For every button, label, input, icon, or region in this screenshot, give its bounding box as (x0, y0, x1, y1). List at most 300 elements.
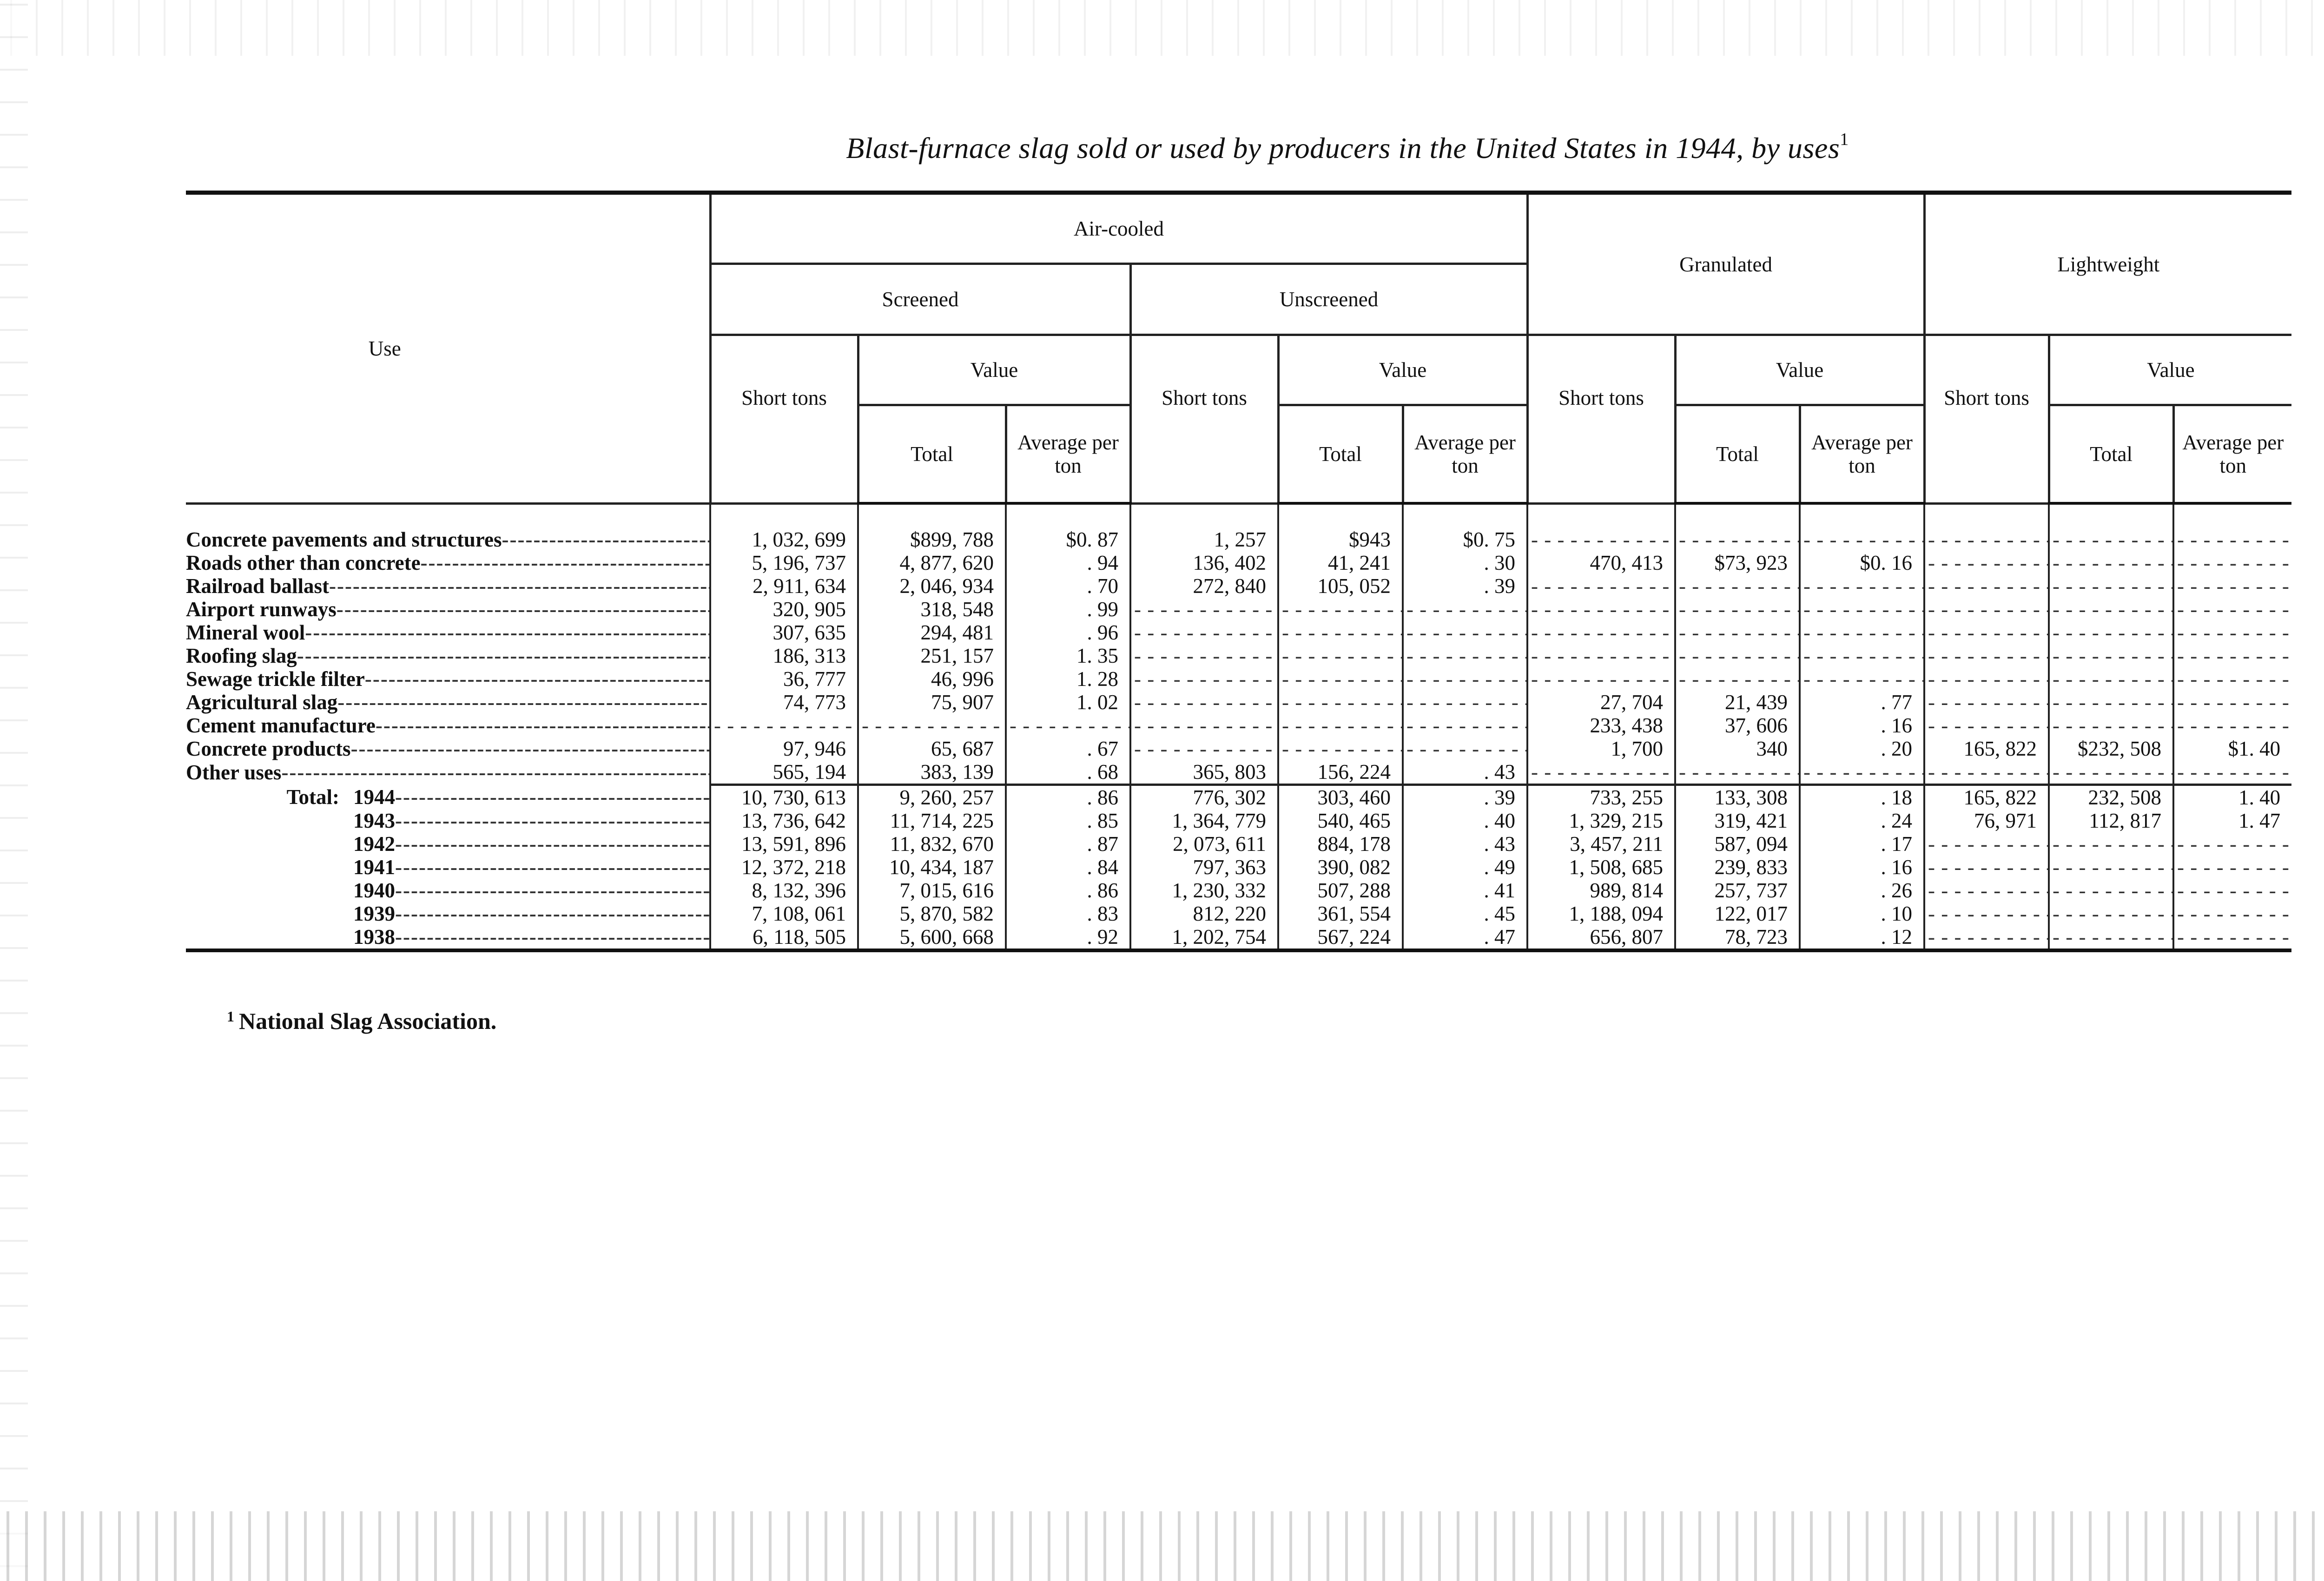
header-lightweight-total: Total (2049, 405, 2173, 504)
empty-cell (1130, 714, 1278, 737)
data-cell: 2, 046, 934 (858, 574, 1006, 598)
data-cell: 12, 372, 218 (710, 856, 858, 879)
data-cell: . 86 (1006, 785, 1130, 810)
total-label (186, 925, 339, 949)
data-cell: 1, 700 (1527, 737, 1675, 760)
table-row (186, 574, 2291, 598)
empty-cell (710, 714, 858, 737)
header-screened-average: Average per ton (1006, 405, 1130, 504)
use-label: Agricultural slag (186, 691, 338, 714)
use-label-wrap (186, 691, 709, 714)
data-cell: 9, 260, 257 (858, 785, 1006, 810)
scan-edge-top (0, 0, 2324, 56)
year-cell (186, 925, 710, 950)
empty-cell (1403, 737, 1527, 760)
data-cell: 307, 635 (710, 621, 858, 644)
empty-cell (2173, 667, 2291, 691)
empty-cell (1800, 760, 1924, 785)
header-screened-value: Value (858, 335, 1130, 405)
spacer-cell (858, 503, 1006, 528)
data-cell: . 12 (1800, 925, 1924, 950)
empty-cell (1130, 691, 1278, 714)
header-granulated-average: Average per ton (1800, 405, 1924, 504)
empty-cell (2173, 879, 2291, 902)
empty-cell (1527, 598, 1675, 621)
total-label: Total: (286, 785, 339, 809)
empty-cell (1278, 691, 1403, 714)
total-row (186, 925, 2291, 950)
use-label-wrap (186, 551, 709, 574)
header-lightweight: Lightweight (1924, 193, 2291, 335)
year-cell (186, 879, 710, 902)
data-cell: . 45 (1403, 902, 1527, 925)
empty-cell (2173, 691, 2291, 714)
spacer-cell (2173, 503, 2291, 528)
empty-cell (1924, 856, 2049, 879)
data-cell: 884, 178 (1278, 832, 1403, 856)
year-cell (186, 902, 710, 925)
data-cell: . 92 (1006, 925, 1130, 950)
data-cell: . 30 (1403, 551, 1527, 574)
table-row (186, 737, 2291, 760)
use-label-wrap (186, 667, 709, 691)
total-label (186, 879, 339, 902)
leader-dots (502, 528, 709, 551)
data-cell: 65, 687 (858, 737, 1006, 760)
data-cell: 239, 833 (1675, 856, 1800, 879)
spacer-cell (1403, 503, 1527, 528)
empty-cell (1924, 925, 2049, 950)
data-cell: $0. 16 (1800, 551, 1924, 574)
data-cell: . 47 (1403, 925, 1527, 950)
header-screened-short-tons: Short tons (710, 335, 858, 504)
total-row (186, 879, 2291, 902)
data-cell: 989, 814 (1527, 879, 1675, 902)
data-cell: . 17 (1800, 832, 1924, 856)
empty-cell (2049, 667, 2173, 691)
data-cell: 10, 730, 613 (710, 785, 858, 810)
leader-dots (376, 714, 709, 737)
empty-cell (1924, 879, 2049, 902)
leader-dots (395, 856, 709, 879)
use-label: Concrete pavements and structures (186, 528, 502, 551)
table-title-text: Blast-furnace slag sold or used by producers in the United States in 1944, by uses (846, 132, 1840, 165)
empty-cell (2173, 760, 2291, 785)
data-cell: 136, 402 (1130, 551, 1278, 574)
data-cell: . 84 (1006, 856, 1130, 879)
data-cell: 383, 139 (858, 760, 1006, 785)
empty-cell (1006, 714, 1130, 737)
empty-cell (1924, 760, 2049, 785)
data-cell: 812, 220 (1130, 902, 1278, 925)
spacer-cell (1527, 503, 1675, 528)
total-label (186, 809, 339, 832)
table-header (186, 193, 2291, 504)
data-cell: . 18 (1800, 785, 1924, 810)
data-cell: 7, 015, 616 (858, 879, 1006, 902)
data-cell: 5, 196, 737 (710, 551, 858, 574)
data-cell: . 26 (1800, 879, 1924, 902)
empty-cell (1278, 598, 1403, 621)
total-row (186, 809, 2291, 832)
use-label: Railroad ballast (186, 574, 329, 598)
data-cell: . 41 (1403, 879, 1527, 902)
data-cell: . 39 (1403, 574, 1527, 598)
empty-cell (1278, 714, 1403, 737)
data-cell: 5, 600, 668 (858, 925, 1006, 950)
empty-cell (1675, 528, 1800, 551)
use-label-wrap (186, 621, 709, 644)
data-cell: 21, 439 (1675, 691, 1800, 714)
use-label-wrap (186, 737, 709, 760)
header-lightweight-value: Value (2049, 335, 2291, 405)
empty-cell (1527, 644, 1675, 667)
use-cell (186, 621, 710, 644)
empty-cell (1403, 667, 1527, 691)
data-cell: . 68 (1006, 760, 1130, 785)
empty-cell (2049, 691, 2173, 714)
empty-cell (1924, 644, 2049, 667)
table-title (186, 129, 2324, 165)
data-cell: 797, 363 (1130, 856, 1278, 879)
empty-cell (1924, 902, 2049, 925)
data-cell: 1, 188, 094 (1527, 902, 1675, 925)
empty-cell (2049, 714, 2173, 737)
year-label: 1940 (353, 879, 395, 902)
empty-cell (1924, 621, 2049, 644)
empty-cell (1403, 714, 1527, 737)
data-cell: 165, 822 (1924, 785, 2049, 810)
data-cell: 567, 224 (1278, 925, 1403, 950)
data-cell: 251, 157 (858, 644, 1006, 667)
data-cell: $0. 87 (1006, 528, 1130, 551)
data-cell: 133, 308 (1675, 785, 1800, 810)
data-cell: 186, 313 (710, 644, 858, 667)
data-cell: 2, 911, 634 (710, 574, 858, 598)
data-cell: 36, 777 (710, 667, 858, 691)
leader-dots (337, 691, 709, 714)
data-cell: 1, 257 (1130, 528, 1278, 551)
use-label: Other uses (186, 761, 282, 784)
header-unscreened-average: Average per ton (1403, 405, 1527, 504)
use-cell (186, 667, 710, 691)
total-label (186, 832, 339, 856)
empty-cell (2049, 856, 2173, 879)
use-label-wrap (186, 761, 709, 784)
empty-cell (1800, 528, 1924, 551)
footnote-mark: 1 (227, 1008, 234, 1025)
data-cell: 470, 413 (1527, 551, 1675, 574)
empty-cell (1130, 598, 1278, 621)
use-label-wrap (186, 714, 709, 737)
leader-dots (395, 902, 709, 925)
header-granulated-value: Value (1675, 335, 1924, 405)
empty-cell (2173, 528, 2291, 551)
data-cell: . 94 (1006, 551, 1130, 574)
empty-cell (2049, 574, 2173, 598)
header-lightweight-average: Average per ton (2173, 405, 2291, 504)
data-cell: 1, 230, 332 (1130, 879, 1278, 902)
header-screened-total: Total (858, 405, 1006, 504)
use-cell (186, 574, 710, 598)
data-cell: 390, 082 (1278, 856, 1403, 879)
use-label: Mineral wool (186, 621, 305, 644)
data-cell: 1. 35 (1006, 644, 1130, 667)
use-cell (186, 644, 710, 667)
table-row (186, 528, 2291, 551)
year-cell (186, 785, 710, 810)
empty-cell (1527, 621, 1675, 644)
use-cell (186, 737, 710, 760)
data-cell: 76, 971 (1924, 809, 2049, 832)
data-cell: 1. 02 (1006, 691, 1130, 714)
use-cell (186, 714, 710, 737)
data-cell: 540, 465 (1278, 809, 1403, 832)
data-cell: . 20 (1800, 737, 1924, 760)
leader-dots (395, 832, 709, 856)
empty-cell (1675, 760, 1800, 785)
leader-dots (395, 809, 709, 832)
data-cell: . 24 (1800, 809, 1924, 832)
header-unscreened-total: Total (1278, 405, 1403, 504)
spacer-cell (1675, 503, 1800, 528)
empty-cell (2049, 598, 2173, 621)
empty-cell (1675, 667, 1800, 691)
header-granulated-total: Total (1675, 405, 1800, 504)
use-cell (186, 691, 710, 714)
empty-cell (2049, 832, 2173, 856)
data-cell: . 85 (1006, 809, 1130, 832)
empty-cell (1130, 737, 1278, 760)
slag-table-container (186, 191, 2282, 952)
data-cell: 112, 817 (2049, 809, 2173, 832)
empty-cell (2173, 551, 2291, 574)
leader-dots (395, 785, 709, 809)
data-cell: 11, 832, 670 (858, 832, 1006, 856)
empty-cell (1278, 667, 1403, 691)
empty-cell (2049, 528, 2173, 551)
footnote-text: National Slag Association. (239, 1008, 497, 1034)
data-cell: 1. 47 (2173, 809, 2291, 832)
data-cell: 507, 288 (1278, 879, 1403, 902)
data-cell: 257, 737 (1675, 879, 1800, 902)
data-cell: 46, 996 (858, 667, 1006, 691)
year-label-wrap (186, 856, 709, 879)
empty-cell (1675, 574, 1800, 598)
empty-cell (1924, 691, 2049, 714)
data-cell: 319, 421 (1675, 809, 1800, 832)
data-cell: $943 (1278, 528, 1403, 551)
data-cell: 6, 118, 505 (710, 925, 858, 950)
header-air-cooled: Air-cooled (710, 193, 1527, 264)
empty-cell (1800, 667, 1924, 691)
empty-cell (1403, 598, 1527, 621)
data-cell: 318, 548 (858, 598, 1006, 621)
empty-cell (1675, 644, 1800, 667)
empty-cell (2173, 598, 2291, 621)
use-cell (186, 551, 710, 574)
leader-dots (421, 551, 709, 574)
page-number (2305, 1255, 2324, 1394)
header-unscreened-short-tons: Short tons (1130, 335, 1278, 504)
leader-dots (281, 761, 709, 784)
footnote (227, 1008, 496, 1034)
use-label: Sewage trickle filter (186, 667, 365, 691)
data-cell: 13, 591, 896 (710, 832, 858, 856)
empty-cell (1924, 832, 2049, 856)
total-row (186, 902, 2291, 925)
empty-cell (1800, 621, 1924, 644)
year-label-wrap (186, 809, 709, 832)
spacer-cell (186, 503, 710, 528)
use-label: Cement manufacture (186, 714, 376, 737)
scan-edge-left (0, 0, 28, 1581)
empty-cell (1527, 574, 1675, 598)
total-row (186, 856, 2291, 879)
data-cell: 1, 329, 215 (1527, 809, 1675, 832)
data-cell: 105, 052 (1278, 574, 1403, 598)
year-cell (186, 856, 710, 879)
leader-dots (337, 598, 709, 621)
data-cell: 2, 073, 611 (1130, 832, 1278, 856)
year-label-wrap (186, 785, 709, 809)
slag-table (186, 191, 2291, 952)
data-cell: 656, 807 (1527, 925, 1675, 950)
spacer-cell (1278, 503, 1403, 528)
year-label-wrap (186, 879, 709, 902)
data-cell: 1, 508, 685 (1527, 856, 1675, 879)
empty-cell (1924, 528, 2049, 551)
data-cell: . 43 (1403, 760, 1527, 785)
empty-cell (1924, 574, 2049, 598)
scan-edge-bottom (0, 1511, 2324, 1581)
data-cell: $73, 923 (1675, 551, 1800, 574)
data-cell: 1. 28 (1006, 667, 1130, 691)
data-cell: 361, 554 (1278, 902, 1403, 925)
data-cell: 78, 723 (1675, 925, 1800, 950)
data-cell: 294, 481 (858, 621, 1006, 644)
empty-cell (1800, 574, 1924, 598)
spacer-cell (2049, 503, 2173, 528)
data-cell: . 99 (1006, 598, 1130, 621)
data-cell: 776, 302 (1130, 785, 1278, 810)
header-granulated: Granulated (1527, 193, 1924, 335)
use-label-wrap (186, 644, 709, 667)
data-cell: . 49 (1403, 856, 1527, 879)
header-lightweight-short-tons: Short tons (1924, 335, 2049, 504)
data-cell: 233, 438 (1527, 714, 1675, 737)
empty-cell (2173, 856, 2291, 879)
data-cell: . 96 (1006, 621, 1130, 644)
empty-cell (1278, 737, 1403, 760)
data-cell: 5, 870, 582 (858, 902, 1006, 925)
data-cell: 1, 202, 754 (1130, 925, 1278, 950)
empty-cell (1527, 528, 1675, 551)
leader-dots (305, 621, 709, 644)
table-row (186, 714, 2291, 737)
use-cell (186, 598, 710, 621)
empty-cell (1130, 621, 1278, 644)
spacer-cell (1130, 503, 1278, 528)
empty-cell (2173, 644, 2291, 667)
data-cell: 565, 194 (710, 760, 858, 785)
data-cell: 165, 822 (1924, 737, 2049, 760)
data-cell: . 87 (1006, 832, 1130, 856)
total-label (186, 856, 339, 879)
data-cell: 74, 773 (710, 691, 858, 714)
leader-dots (329, 574, 709, 598)
leader-dots (351, 737, 709, 760)
data-cell: 156, 224 (1278, 760, 1403, 785)
data-cell: $1. 40 (2173, 737, 2291, 760)
leader-dots (395, 879, 709, 902)
data-cell: . 40 (1403, 809, 1527, 832)
year-label: 1941 (353, 856, 395, 879)
data-cell: 1, 032, 699 (710, 528, 858, 551)
use-label: Concrete products (186, 737, 351, 760)
table-row (186, 760, 2291, 785)
data-cell: $899, 788 (858, 528, 1006, 551)
empty-cell (858, 714, 1006, 737)
total-row (186, 785, 2291, 810)
year-label-wrap (186, 902, 709, 925)
empty-cell (1675, 598, 1800, 621)
header-unscreened-value: Value (1278, 335, 1527, 405)
empty-cell (1278, 621, 1403, 644)
data-cell: 272, 840 (1130, 574, 1278, 598)
empty-cell (2049, 760, 2173, 785)
empty-cell (1130, 644, 1278, 667)
data-cell: . 16 (1800, 714, 1924, 737)
data-cell: . 83 (1006, 902, 1130, 925)
year-label: 1942 (353, 832, 395, 856)
table-body (186, 503, 2291, 950)
empty-cell (1527, 760, 1675, 785)
empty-cell (1403, 644, 1527, 667)
header-screened: Screened (710, 264, 1130, 335)
empty-cell (2049, 925, 2173, 950)
empty-cell (1278, 644, 1403, 667)
title-footnote-mark: 1 (1840, 130, 1849, 149)
leader-dots (297, 644, 709, 667)
data-cell: 13, 736, 642 (710, 809, 858, 832)
table-row (186, 621, 2291, 644)
data-cell: 733, 255 (1527, 785, 1675, 810)
year-label: 1943 (353, 809, 395, 832)
spacer-cell (1924, 503, 2049, 528)
year-label: 1944 (353, 785, 395, 809)
data-cell: . 43 (1403, 832, 1527, 856)
data-cell: . 39 (1403, 785, 1527, 810)
use-cell (186, 760, 710, 785)
data-cell: 10, 434, 187 (858, 856, 1006, 879)
total-row (186, 832, 2291, 856)
empty-cell (1800, 644, 1924, 667)
data-cell: 1, 364, 779 (1130, 809, 1278, 832)
empty-cell (2173, 902, 2291, 925)
empty-cell (1924, 714, 2049, 737)
empty-cell (1924, 667, 2049, 691)
empty-cell (1924, 598, 2049, 621)
spacer-cell (710, 503, 858, 528)
year-label: 1939 (353, 902, 395, 925)
empty-cell (1403, 691, 1527, 714)
data-cell: . 67 (1006, 737, 1130, 760)
use-label-wrap (186, 598, 709, 621)
total-label (186, 902, 339, 925)
table-row (186, 667, 2291, 691)
data-cell: 8, 132, 396 (710, 879, 858, 902)
